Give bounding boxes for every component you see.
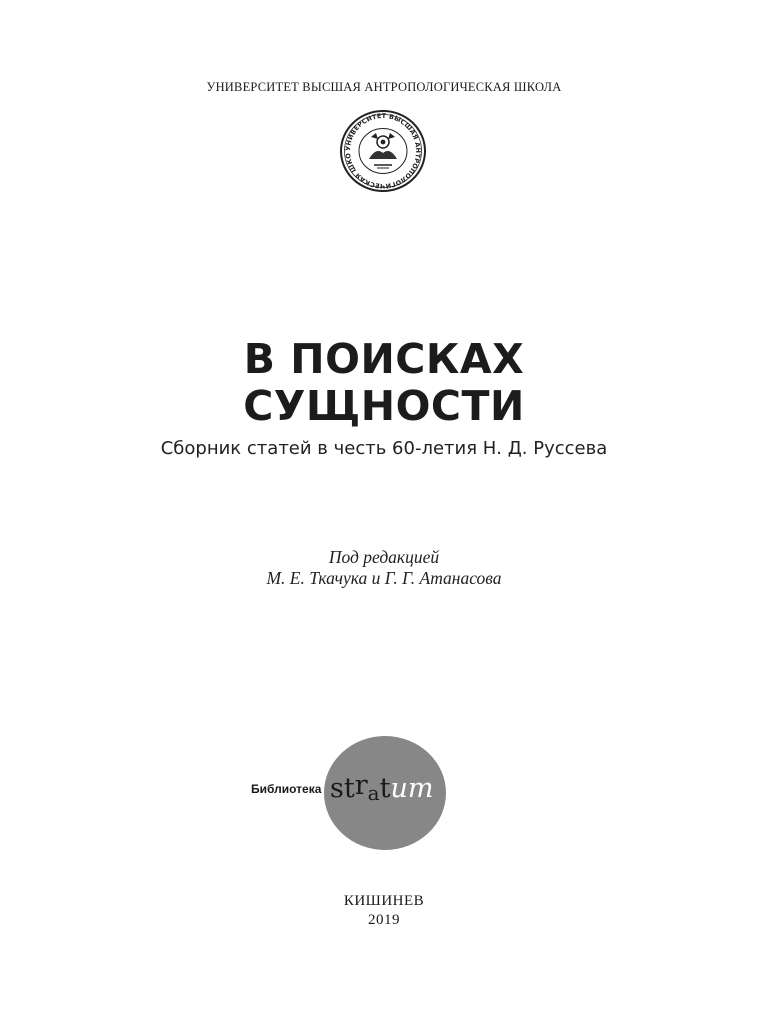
book-title-line-2: СУЩНОСТИ	[243, 382, 525, 430]
imprint-year: 2019	[368, 912, 400, 928]
svg-text:УНИВЕРСИТЕТ ВЫСШАЯ АНТРОПОЛОГИ: УНИВЕРСИТЕТ ВЫСШАЯ АНТРОПОЛОГИЧЕСКАЯ ШКО	[343, 111, 423, 191]
book-subtitle: Сборник статей в честь 60-летия Н. Д. Руссева	[160, 438, 608, 459]
university-name: УНИВЕРСИТЕТ ВЫСШАЯ АНТРОПОЛОГИЧЕСКАЯ ШКОЛА	[206, 80, 562, 94]
editors-label: Под редакцией	[328, 547, 440, 567]
book-title-line-1: В ПОИСКАХ	[243, 335, 525, 383]
editors-block	[0, 547, 768, 589]
imprint	[0, 892, 768, 930]
book-title	[0, 336, 768, 430]
imprint-city: КИШИНЕВ	[343, 893, 425, 909]
stratum-logo: stratum	[330, 770, 434, 805]
series-label: Библиотека	[251, 782, 322, 796]
university-emblem	[338, 109, 428, 193]
editors-names: М. Е. Ткачука и Г. Г. Атанасова	[266, 568, 502, 588]
